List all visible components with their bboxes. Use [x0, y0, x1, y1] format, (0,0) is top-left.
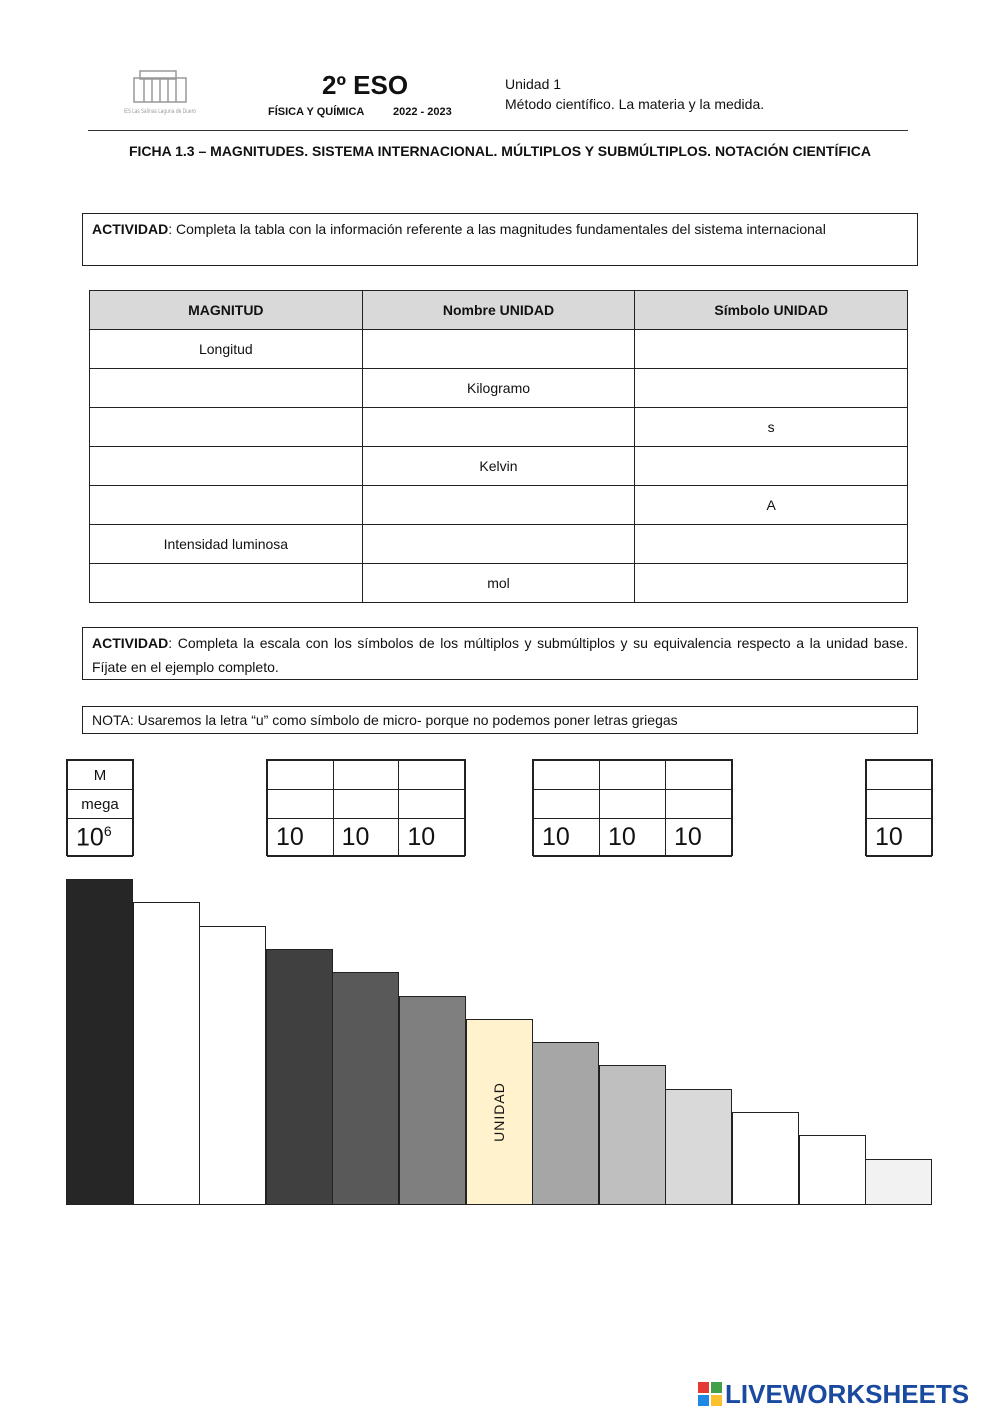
note-box: [82, 706, 918, 734]
table-row: [90, 408, 908, 447]
table-row: [90, 330, 908, 369]
prefix-symbol-input[interactable]: [534, 761, 600, 790]
prefix-symbol-input[interactable]: [600, 761, 666, 790]
magnitud-cell[interactable]: [90, 486, 363, 525]
prefix-step: [599, 1065, 666, 1205]
prefix-step: [66, 879, 133, 1205]
prefix-name-input[interactable]: [600, 790, 666, 819]
magnitud-cell[interactable]: [90, 447, 363, 486]
power-base[interactable]: 10: [867, 819, 932, 857]
activity-instructions-1: [82, 213, 918, 266]
sheet-title: FICHA 1.3 – MAGNITUDES. SISTEMA INTERNACIONAL. MÚLTIPLOS Y SUBMÚLTIPLOS. NOTACIÓN CIENTÍFICA: [128, 143, 872, 159]
unit-symbol-cell[interactable]: [635, 369, 908, 408]
unit-title: Método científico. La materia y la medida.: [505, 96, 765, 112]
unit-symbol-cell[interactable]: [635, 564, 908, 603]
unit-name-cell[interactable]: [362, 486, 635, 525]
scale-multiples-group: [266, 759, 466, 856]
unit-label: UNIDAD: [491, 1082, 508, 1142]
prefix-power: [68, 819, 133, 857]
prefix-step: [266, 949, 333, 1205]
scale-submultiples-group: [532, 759, 733, 856]
unit-symbol-cell[interactable]: [635, 330, 908, 369]
prefix-symbol-input[interactable]: [268, 761, 334, 790]
prefix-name: mega: [68, 790, 133, 819]
power-base[interactable]: 10: [666, 819, 732, 857]
unit-name-cell: Kelvin: [362, 447, 635, 486]
scale-last-box: [865, 759, 933, 856]
prefix-symbol-input[interactable]: [867, 761, 932, 790]
prefix-name-input[interactable]: [666, 790, 732, 819]
activity-text: : Completa la escala con los símbolos de los múltiplos y submúltiplos y su equivalencia respecto a la unidad base. Fíjate en el ejemplo completo.: [92, 635, 908, 675]
prefix-symbol-input[interactable]: [399, 761, 465, 790]
prefix-step: [133, 902, 200, 1205]
activity-text: : Completa la tabla con la información referente a las magnitudes fundamentales del sistema internacional: [168, 221, 826, 237]
header-nombre-unidad: Nombre UNIDAD: [362, 291, 635, 330]
power-base: 10: [76, 823, 104, 852]
magnitud-cell[interactable]: [90, 369, 363, 408]
prefix-name-input[interactable]: [333, 790, 399, 819]
liveworksheets-watermark: [697, 1379, 969, 1409]
prefix-step: [865, 1159, 932, 1205]
si-magnitudes-table: [89, 290, 908, 603]
power-base[interactable]: 10: [534, 819, 600, 857]
header-magnitud: MAGNITUD: [90, 291, 363, 330]
unit-name-cell[interactable]: [362, 525, 635, 564]
power-base[interactable]: 10: [268, 819, 334, 857]
prefix-step: [799, 1135, 866, 1205]
header-divider: [88, 130, 908, 131]
subject-label: FÍSICA Y QUÍMICA: [268, 106, 365, 118]
activity-instructions-2: [82, 627, 918, 680]
unit-symbol-cell: s: [635, 408, 908, 447]
unit-symbol-cell: A: [635, 486, 908, 525]
unit-number: Unidad 1: [505, 76, 562, 92]
logo-text: IES Las Salinas Laguna de Duero: [124, 107, 197, 115]
table-row: [90, 369, 908, 408]
magnitud-cell[interactable]: [90, 564, 363, 603]
table-header-row: [90, 291, 908, 330]
power-exponent: 6: [103, 822, 112, 839]
unit-name-cell[interactable]: [362, 408, 635, 447]
activity-label: ACTIVIDAD: [92, 221, 169, 237]
power-base[interactable]: 10: [333, 819, 399, 857]
scale-example-box: [66, 759, 134, 856]
table-row: [90, 486, 908, 525]
unit-name-cell[interactable]: [362, 330, 635, 369]
prefix-symbol-input[interactable]: [333, 761, 399, 790]
watermark-text: LIVEWORKSHEETS: [725, 1378, 970, 1409]
unit-symbol-cell[interactable]: [635, 447, 908, 486]
table-row: [90, 564, 908, 603]
prefix-step: [199, 926, 266, 1205]
prefix-step: [665, 1089, 732, 1205]
unit-name-cell: Kilogramo: [362, 369, 635, 408]
school-logo: [120, 68, 200, 120]
unit-name-cell: mol: [362, 564, 635, 603]
unit-symbol-cell[interactable]: [635, 525, 908, 564]
prefix-name-input[interactable]: [534, 790, 600, 819]
prefix-symbol: M: [68, 761, 133, 790]
prefix-step: [399, 996, 466, 1206]
prefix-step: [332, 972, 399, 1205]
unit-step: [466, 1019, 533, 1205]
table-row: [90, 525, 908, 564]
prefix-step: [732, 1112, 799, 1205]
power-base[interactable]: 10: [399, 819, 465, 857]
prefix-name-input[interactable]: [399, 790, 465, 819]
grade-title: 2º ESO: [322, 70, 409, 100]
liveworksheets-logo-icon: [697, 1381, 723, 1407]
table-row: [90, 447, 908, 486]
magnitud-cell: Longitud: [90, 330, 363, 369]
prefix-symbol-input[interactable]: [666, 761, 732, 790]
magnitud-cell[interactable]: [90, 408, 363, 447]
note-text: NOTA: Usaremos la letra “u” como símbolo de micro- porque no podemos poner letras griegas: [92, 712, 678, 728]
power-base[interactable]: 10: [600, 819, 666, 857]
activity-label: ACTIVIDAD: [92, 635, 169, 651]
school-year: 2022 - 2023: [393, 106, 452, 118]
magnitud-cell: Intensidad luminosa: [90, 525, 363, 564]
prefix-step: [532, 1042, 599, 1205]
prefix-name-input[interactable]: [867, 790, 932, 819]
prefix-name-input[interactable]: [268, 790, 334, 819]
header-simbolo-unidad: Símbolo UNIDAD: [635, 291, 908, 330]
